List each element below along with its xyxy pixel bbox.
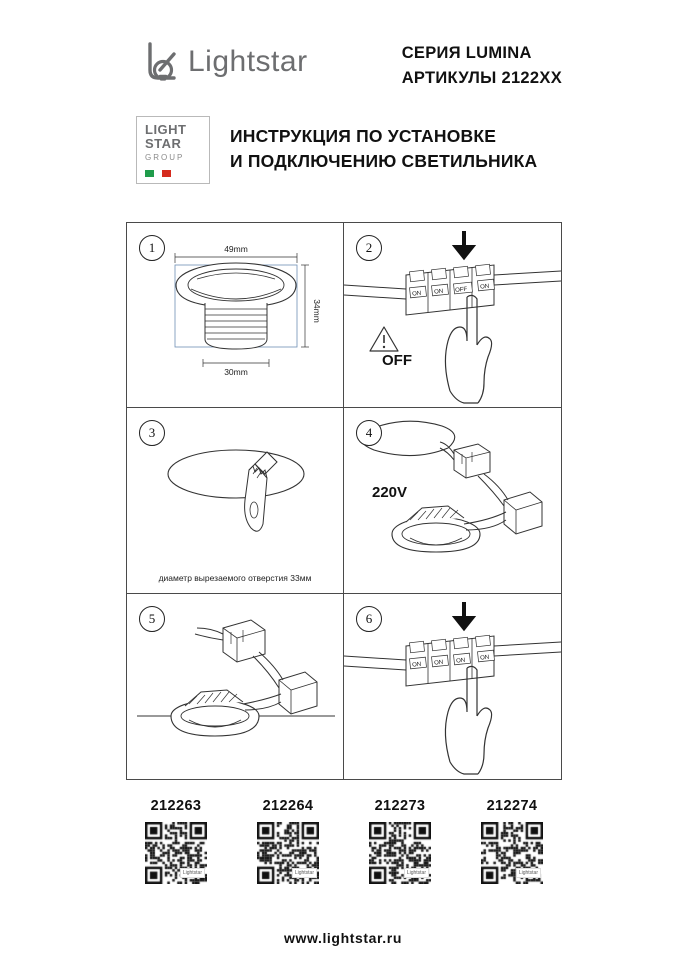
qr-code[interactable] [145, 822, 207, 884]
step-cell-4 [344, 408, 561, 593]
page-header [126, 34, 562, 104]
page-title [230, 124, 570, 174]
code-item [238, 798, 338, 884]
logo-line-1: LIGHT [145, 122, 187, 137]
brand-logo [144, 40, 308, 84]
qr-code[interactable] [369, 822, 431, 884]
step-4-voltage-label: 220V [372, 484, 408, 502]
step-cell-3 [127, 408, 344, 593]
qr-badge-label: Lightstar [404, 868, 429, 878]
step-cell-2 [344, 223, 561, 408]
article-label: АРТИКУЛЫ 2122XX [401, 69, 562, 87]
lightstar-logo-icon [144, 40, 184, 84]
step-3-caption: диаметр вырезаемого отверстия 33мм [158, 572, 312, 583]
footer-website[interactable]: www.lightstar.ru [284, 930, 402, 946]
dim-height-label: 34mm [312, 299, 322, 323]
step-number-5: 5 [139, 606, 165, 632]
step-number-2: 2 [356, 235, 382, 261]
step-cell-1 [127, 223, 344, 408]
title-row [126, 116, 562, 188]
step-cell-6 [344, 594, 561, 779]
brand-wordmark: Lightstar [188, 45, 308, 78]
dim-width-label: 49mm [224, 244, 248, 254]
page-title-line-2: И ПОДКЛЮЧЕНИЮ СВЕТИЛЬНИКА [230, 151, 538, 171]
step-number-6: 6 [356, 606, 382, 632]
dim-depth-label: 30mm [224, 367, 248, 377]
italy-flag-icon [145, 170, 171, 177]
qr-badge-label: Lightstar [516, 868, 541, 878]
code-number: 212274 [486, 798, 538, 814]
svg-text:ON: ON [479, 654, 490, 662]
code-number: 212263 [150, 798, 202, 814]
header-series-block [402, 44, 562, 88]
svg-text:ON: ON [411, 290, 422, 298]
product-codes-row [126, 798, 562, 884]
qr-badge-label: Lightstar [180, 868, 205, 878]
svg-text:ON: ON [479, 283, 490, 291]
qr-code[interactable] [481, 822, 543, 884]
svg-text:ON: ON [433, 288, 444, 296]
page-title-line-1: ИНСТРУКЦИЯ ПО УСТАНОВКЕ [230, 126, 497, 146]
series-label: СЕРИЯ LUMINA [401, 44, 532, 62]
code-item [350, 798, 450, 884]
code-number: 212264 [262, 798, 314, 814]
code-number: 212273 [374, 798, 426, 814]
svg-text:ON: ON [411, 661, 422, 669]
qr-code[interactable] [257, 822, 319, 884]
logo-line-2: STAR [145, 136, 182, 151]
svg-text:ON: ON [433, 659, 444, 667]
qr-badge-label: Lightstar [292, 868, 317, 878]
steps-grid [126, 222, 562, 780]
logo-line-3: GROUP [145, 153, 185, 162]
lightstar-group-logo [136, 116, 210, 184]
code-item [126, 798, 226, 884]
step-number-3: 3 [139, 420, 165, 446]
svg-text:ON: ON [455, 657, 466, 665]
step-2-off-label: OFF [382, 352, 412, 370]
step-number-1: 1 [139, 235, 165, 261]
step-number-4: 4 [356, 420, 382, 446]
step-cell-5 [127, 594, 344, 779]
svg-text:OFF: OFF [454, 286, 468, 294]
code-item [462, 798, 562, 884]
